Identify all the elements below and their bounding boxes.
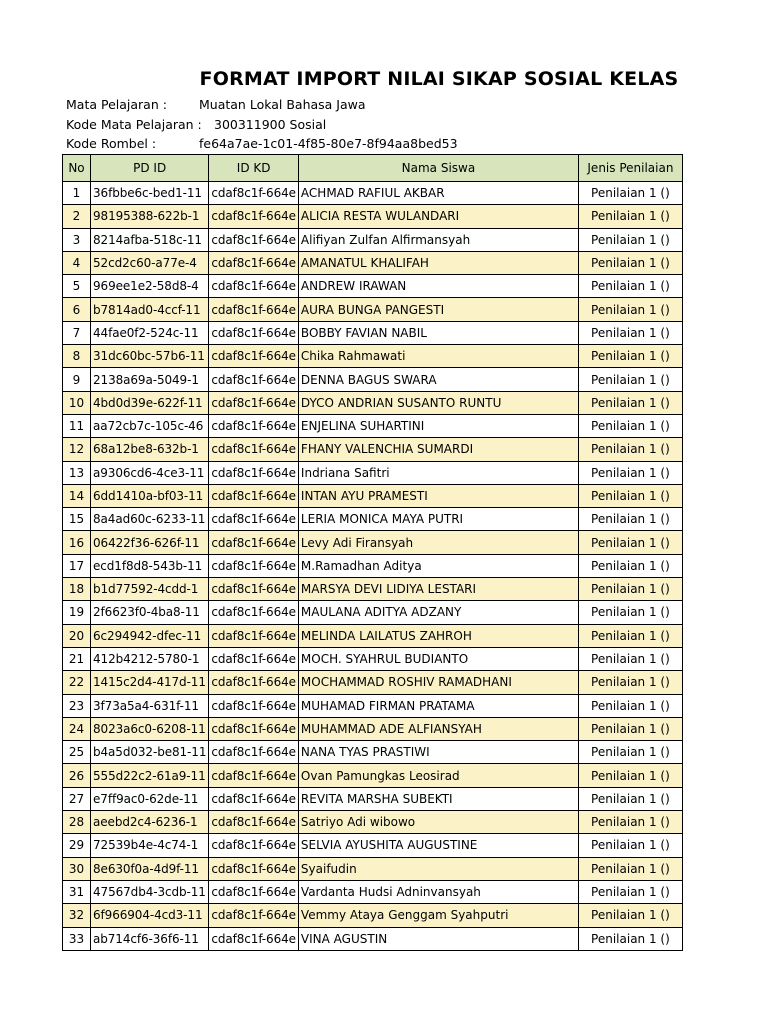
cell-id-kd[interactable]: cdaf8c1f-664e xyxy=(209,880,299,903)
table-row xyxy=(63,857,683,880)
cell-jenis-penilaian[interactable]: Penilaian 1 () xyxy=(578,508,682,531)
cell-nama-siswa[interactable]: NANA TYAS PRASTIWI xyxy=(298,741,578,764)
table-row xyxy=(63,228,683,251)
cell-no[interactable]: 1 xyxy=(63,182,91,205)
cell-jenis-penilaian[interactable]: Penilaian 1 () xyxy=(578,741,682,764)
table-row xyxy=(63,391,683,414)
cell-nama-siswa[interactable]: MAULANA ADITYA ADZANY xyxy=(298,601,578,624)
cell-no[interactable]: 18 xyxy=(63,578,91,601)
cell-jenis-penilaian[interactable]: Penilaian 1 () xyxy=(578,624,682,647)
cell-pd-id[interactable]: 6f966904-4cd3-11 xyxy=(91,904,209,927)
cell-jenis-penilaian[interactable]: Penilaian 1 () xyxy=(578,787,682,810)
cell-jenis-penilaian[interactable]: Penilaian 1 () xyxy=(578,251,682,274)
table-row xyxy=(63,345,683,368)
page-title: FORMAT IMPORT NILAI SIKAP SOSIAL KELAS xyxy=(199,68,679,90)
cell-no[interactable]: 6 xyxy=(63,298,91,321)
cell-nama-siswa[interactable]: MOCH. SYAHRUL BUDIANTO xyxy=(298,647,578,670)
table-row xyxy=(63,368,683,391)
cell-jenis-penilaian[interactable]: Penilaian 1 () xyxy=(578,321,682,344)
table-row xyxy=(63,508,683,531)
mapel-label: Mata Pelajaran : xyxy=(66,97,167,112)
cell-nama-siswa[interactable]: ENJELINA SUHARTINI xyxy=(298,414,578,437)
cell-id-kd[interactable]: cdaf8c1f-664e xyxy=(209,508,299,531)
cell-pd-id[interactable]: b4a5d032-be81-11 xyxy=(91,741,209,764)
table-row xyxy=(63,927,683,950)
header-jenis-penilaian: Jenis Penilaian xyxy=(578,155,682,182)
table-row xyxy=(63,880,683,903)
table-row xyxy=(63,554,683,577)
cell-nama-siswa[interactable]: MOCHAMMAD ROSHIV RAMADHANI xyxy=(298,671,578,694)
cell-no[interactable]: 33 xyxy=(63,927,91,950)
table-row xyxy=(63,671,683,694)
cell-no[interactable]: 10 xyxy=(63,391,91,414)
cell-id-kd[interactable]: cdaf8c1f-664e xyxy=(209,857,299,880)
cell-id-kd[interactable]: cdaf8c1f-664e xyxy=(209,275,299,298)
cell-id-kd[interactable]: cdaf8c1f-664e xyxy=(209,647,299,670)
kode-mapel-label: Kode Mata Pelajaran : xyxy=(66,117,202,132)
table-row xyxy=(63,275,683,298)
table-row xyxy=(63,251,683,274)
cell-no[interactable]: 25 xyxy=(63,741,91,764)
cell-no[interactable]: 5 xyxy=(63,275,91,298)
header-id-kd: ID KD xyxy=(209,155,299,182)
cell-jenis-penilaian[interactable]: Penilaian 1 () xyxy=(578,182,682,205)
cell-nama-siswa[interactable]: MUHAMAD FIRMAN PRATAMA xyxy=(298,694,578,717)
cell-pd-id[interactable]: e7ff9ac0-62de-11 xyxy=(91,787,209,810)
cell-nama-siswa[interactable]: Ovan Pamungkas Leosirad xyxy=(298,764,578,787)
cell-id-kd[interactable]: cdaf8c1f-664e xyxy=(209,414,299,437)
cell-nama-siswa[interactable]: M.Ramadhan Aditya xyxy=(298,554,578,577)
cell-jenis-penilaian[interactable]: Penilaian 1 () xyxy=(578,857,682,880)
cell-jenis-penilaian[interactable]: Penilaian 1 () xyxy=(578,531,682,554)
cell-no[interactable]: 31 xyxy=(63,880,91,903)
table-row xyxy=(63,717,683,740)
cell-pd-id[interactable]: 68a12be8-632b-1 xyxy=(91,438,209,461)
cell-jenis-penilaian[interactable]: Penilaian 1 () xyxy=(578,461,682,484)
table-header-row xyxy=(63,155,683,182)
cell-pd-id[interactable]: a9306cd6-4ce3-11 xyxy=(91,461,209,484)
table-row xyxy=(63,694,683,717)
cell-pd-id[interactable]: 8214afba-518c-11 xyxy=(91,228,209,251)
cell-jenis-penilaian[interactable]: Penilaian 1 () xyxy=(578,647,682,670)
cell-nama-siswa[interactable]: Alifiyan Zulfan Alfirmansyah xyxy=(298,228,578,251)
cell-nama-siswa[interactable]: DENNA BAGUS SWARA xyxy=(298,368,578,391)
cell-id-kd[interactable]: cdaf8c1f-664e xyxy=(209,461,299,484)
header-nama-siswa: Nama Siswa xyxy=(298,155,578,182)
cell-id-kd[interactable]: cdaf8c1f-664e xyxy=(209,601,299,624)
cell-jenis-penilaian[interactable]: Penilaian 1 () xyxy=(578,811,682,834)
table-row xyxy=(63,438,683,461)
cell-nama-siswa[interactable]: ACHMAD RAFIUL AKBAR xyxy=(298,182,578,205)
cell-pd-id[interactable]: ecd1f8d8-543b-11 xyxy=(91,554,209,577)
cell-no[interactable]: 21 xyxy=(63,647,91,670)
cell-nama-siswa[interactable]: MELINDA LAILATUS ZAHROH xyxy=(298,624,578,647)
cell-nama-siswa[interactable]: Satriyo Adi wibowo xyxy=(298,811,578,834)
cell-no[interactable]: 3 xyxy=(63,228,91,251)
cell-id-kd[interactable]: cdaf8c1f-664e xyxy=(209,182,299,205)
cell-nama-siswa[interactable]: ANDREW IRAWAN xyxy=(298,275,578,298)
cell-nama-siswa[interactable]: FHANY VALENCHIA SUMARDI xyxy=(298,438,578,461)
cell-jenis-penilaian[interactable]: Penilaian 1 () xyxy=(578,671,682,694)
cell-nama-siswa[interactable]: SELVIA AYUSHITA AUGUSTINE xyxy=(298,834,578,857)
cell-no[interactable]: 9 xyxy=(63,368,91,391)
cell-pd-id[interactable]: 3f73a5a4-631f-11 xyxy=(91,694,209,717)
cell-no[interactable]: 8 xyxy=(63,345,91,368)
cell-pd-id[interactable]: 8e630f0a-4d9f-11 xyxy=(91,857,209,880)
cell-nama-siswa[interactable]: INTAN AYU PRAMESTI xyxy=(298,484,578,507)
cell-pd-id[interactable]: 44fae0f2-524c-11 xyxy=(91,321,209,344)
table-row xyxy=(63,764,683,787)
cell-jenis-penilaian[interactable]: Penilaian 1 () xyxy=(578,205,682,228)
cell-nama-siswa[interactable]: Chika Rahmawati xyxy=(298,345,578,368)
header-no: No xyxy=(63,155,91,182)
cell-nama-siswa[interactable]: MUHAMMAD ADE ALFIANSYAH xyxy=(298,717,578,740)
cell-no[interactable]: 28 xyxy=(63,811,91,834)
cell-jenis-penilaian[interactable]: Penilaian 1 () xyxy=(578,764,682,787)
cell-pd-id[interactable]: 8023a6c0-6208-11 xyxy=(91,717,209,740)
table-row xyxy=(63,182,683,205)
cell-nama-siswa[interactable]: AURA BUNGA PANGESTI xyxy=(298,298,578,321)
cell-pd-id[interactable]: 2f6623f0-4ba8-11 xyxy=(91,601,209,624)
cell-jenis-penilaian[interactable]: Penilaian 1 () xyxy=(578,298,682,321)
cell-no[interactable]: 19 xyxy=(63,601,91,624)
cell-no[interactable]: 30 xyxy=(63,857,91,880)
cell-pd-id[interactable]: ab714cf6-36f6-11 xyxy=(91,927,209,950)
cell-pd-id[interactable]: 1415c2d4-417d-11 xyxy=(91,671,209,694)
cell-nama-siswa[interactable]: DYCO ANDRIAN SUSANTO RUNTU xyxy=(298,391,578,414)
cell-no[interactable]: 23 xyxy=(63,694,91,717)
mapel-value: Muatan Lokal Bahasa Jawa xyxy=(199,97,366,112)
cell-id-kd[interactable]: cdaf8c1f-664e xyxy=(209,391,299,414)
rombel-label: Kode Rombel : xyxy=(66,136,157,151)
cell-pd-id[interactable]: 06422f36-626f-11 xyxy=(91,531,209,554)
cell-jenis-penilaian[interactable]: Penilaian 1 () xyxy=(578,578,682,601)
cell-jenis-penilaian[interactable]: Penilaian 1 () xyxy=(578,694,682,717)
cell-nama-siswa[interactable]: Vemmy Ataya Genggam Syahputri xyxy=(298,904,578,927)
cell-pd-id[interactable]: 555d22c2-61a9-11 xyxy=(91,764,209,787)
cell-nama-siswa[interactable]: MARSYA DEVI LIDIYA LESTARI xyxy=(298,578,578,601)
cell-no[interactable]: 32 xyxy=(63,904,91,927)
cell-id-kd[interactable]: cdaf8c1f-664e xyxy=(209,578,299,601)
table-row xyxy=(63,741,683,764)
cell-no[interactable]: 26 xyxy=(63,764,91,787)
cell-id-kd[interactable]: cdaf8c1f-664e xyxy=(209,484,299,507)
cell-jenis-penilaian[interactable]: Penilaian 1 () xyxy=(578,228,682,251)
cell-nama-siswa[interactable]: Levy Adi Firansyah xyxy=(298,531,578,554)
table-row xyxy=(63,787,683,810)
cell-id-kd[interactable]: cdaf8c1f-664e xyxy=(209,741,299,764)
cell-id-kd[interactable]: cdaf8c1f-664e xyxy=(209,368,299,391)
cell-no[interactable]: 17 xyxy=(63,554,91,577)
cell-nama-siswa[interactable]: VINA AGUSTIN xyxy=(298,927,578,950)
table-row xyxy=(63,298,683,321)
cell-id-kd[interactable]: cdaf8c1f-664e xyxy=(209,787,299,810)
cell-id-kd[interactable]: cdaf8c1f-664e xyxy=(209,624,299,647)
header-pd-id: PD ID xyxy=(91,155,209,182)
cell-id-kd[interactable]: cdaf8c1f-664e xyxy=(209,531,299,554)
table-row xyxy=(63,904,683,927)
table-row xyxy=(63,647,683,670)
cell-nama-siswa[interactable]: LERIA MONICA MAYA PUTRI xyxy=(298,508,578,531)
cell-id-kd[interactable]: cdaf8c1f-664e xyxy=(209,554,299,577)
cell-id-kd[interactable]: cdaf8c1f-664e xyxy=(209,298,299,321)
cell-no[interactable]: 16 xyxy=(63,531,91,554)
cell-nama-siswa[interactable]: REVITA MARSHA SUBEKTI xyxy=(298,787,578,810)
table-row xyxy=(63,461,683,484)
cell-jenis-penilaian[interactable]: Penilaian 1 () xyxy=(578,601,682,624)
cell-jenis-penilaian[interactable]: Penilaian 1 () xyxy=(578,717,682,740)
cell-no[interactable]: 29 xyxy=(63,834,91,857)
cell-id-kd[interactable]: cdaf8c1f-664e xyxy=(209,834,299,857)
cell-nama-siswa[interactable]: AMANATUL KHALIFAH xyxy=(298,251,578,274)
cell-nama-siswa[interactable]: BOBBY FAVIAN NABIL xyxy=(298,321,578,344)
cell-id-kd[interactable]: cdaf8c1f-664e xyxy=(209,717,299,740)
cell-pd-id[interactable]: 36fbbe6c-bed1-11 xyxy=(91,182,209,205)
table-row xyxy=(63,414,683,437)
cell-pd-id[interactable]: 2138a69a-5049-1 xyxy=(91,368,209,391)
cell-id-kd[interactable]: cdaf8c1f-664e xyxy=(209,927,299,950)
cell-no[interactable]: 7 xyxy=(63,321,91,344)
cell-jenis-penilaian[interactable]: Penilaian 1 () xyxy=(578,904,682,927)
cell-no[interactable]: 22 xyxy=(63,671,91,694)
cell-pd-id[interactable]: 4bd0d39e-622f-11 xyxy=(91,391,209,414)
cell-id-kd[interactable]: cdaf8c1f-664e xyxy=(209,251,299,274)
cell-pd-id[interactable]: aa72cb7c-105c-46 xyxy=(91,414,209,437)
cell-jenis-penilaian[interactable]: Penilaian 1 () xyxy=(578,345,682,368)
table-row xyxy=(63,205,683,228)
cell-pd-id[interactable]: 72539b4e-4c74-1 xyxy=(91,834,209,857)
cell-pd-id[interactable]: 47567db4-3cdb-11 xyxy=(91,880,209,903)
cell-no[interactable]: 12 xyxy=(63,438,91,461)
cell-id-kd[interactable]: cdaf8c1f-664e xyxy=(209,321,299,344)
cell-pd-id[interactable]: 6dd1410a-bf03-11 xyxy=(91,484,209,507)
cell-pd-id[interactable]: 412b4212-5780-1 xyxy=(91,647,209,670)
cell-jenis-penilaian[interactable]: Penilaian 1 () xyxy=(578,275,682,298)
cell-jenis-penilaian[interactable]: Penilaian 1 () xyxy=(578,834,682,857)
cell-id-kd[interactable]: cdaf8c1f-664e xyxy=(209,694,299,717)
cell-id-kd[interactable]: cdaf8c1f-664e xyxy=(209,764,299,787)
cell-no[interactable]: 13 xyxy=(63,461,91,484)
cell-id-kd[interactable]: cdaf8c1f-664e xyxy=(209,345,299,368)
table-row xyxy=(63,624,683,647)
cell-jenis-penilaian[interactable]: Penilaian 1 () xyxy=(578,391,682,414)
cell-no[interactable]: 11 xyxy=(63,414,91,437)
cell-pd-id[interactable]: 98195388-622b-1 xyxy=(91,205,209,228)
cell-id-kd[interactable]: cdaf8c1f-664e xyxy=(209,671,299,694)
cell-no[interactable]: 4 xyxy=(63,251,91,274)
cell-jenis-penilaian[interactable]: Penilaian 1 () xyxy=(578,554,682,577)
cell-jenis-penilaian[interactable]: Penilaian 1 () xyxy=(578,484,682,507)
cell-jenis-penilaian[interactable]: Penilaian 1 () xyxy=(578,880,682,903)
cell-pd-id[interactable]: 52cd2c60-a77e-4 xyxy=(91,251,209,274)
cell-pd-id[interactable]: b1d77592-4cdd-1 xyxy=(91,578,209,601)
cell-id-kd[interactable]: cdaf8c1f-664e xyxy=(209,205,299,228)
cell-pd-id[interactable]: 969ee1e2-58d8-4 xyxy=(91,275,209,298)
cell-id-kd[interactable]: cdaf8c1f-664e xyxy=(209,228,299,251)
cell-pd-id[interactable]: aeebd2c4-6236-1 xyxy=(91,811,209,834)
cell-id-kd[interactable]: cdaf8c1f-664e xyxy=(209,904,299,927)
cell-no[interactable]: 27 xyxy=(63,787,91,810)
cell-jenis-penilaian[interactable]: Penilaian 1 () xyxy=(578,438,682,461)
cell-jenis-penilaian[interactable]: Penilaian 1 () xyxy=(578,414,682,437)
cell-pd-id[interactable]: 6c294942-dfec-11 xyxy=(91,624,209,647)
nilai-table xyxy=(62,154,683,951)
cell-id-kd[interactable]: cdaf8c1f-664e xyxy=(209,811,299,834)
table-row xyxy=(63,834,683,857)
table-row xyxy=(63,811,683,834)
cell-nama-siswa[interactable]: Vardanta Hudsi Adninvansyah xyxy=(298,880,578,903)
cell-pd-id[interactable]: 31dc60bc-57b6-11 xyxy=(91,345,209,368)
cell-no[interactable]: 2 xyxy=(63,205,91,228)
table-row xyxy=(63,484,683,507)
cell-no[interactable]: 24 xyxy=(63,717,91,740)
table-row xyxy=(63,531,683,554)
cell-id-kd[interactable]: cdaf8c1f-664e xyxy=(209,438,299,461)
rombel-value: fe64a7ae-1c01-4f85-80e7-8f94aa8bed53 xyxy=(199,136,458,151)
cell-no[interactable]: 15 xyxy=(63,508,91,531)
cell-nama-siswa[interactable]: Syaifudin xyxy=(298,857,578,880)
table-row xyxy=(63,321,683,344)
table-row xyxy=(63,601,683,624)
table-row xyxy=(63,578,683,601)
cell-pd-id[interactable]: 8a4ad60c-6233-11 xyxy=(91,508,209,531)
cell-nama-siswa[interactable]: ALICIA RESTA WULANDARI xyxy=(298,205,578,228)
cell-jenis-penilaian[interactable]: Penilaian 1 () xyxy=(578,368,682,391)
cell-jenis-penilaian[interactable]: Penilaian 1 () xyxy=(578,927,682,950)
kode-mapel-value: 300311900 Sosial xyxy=(214,117,327,132)
cell-pd-id[interactable]: b7814ad0-4ccf-11 xyxy=(91,298,209,321)
cell-nama-siswa[interactable]: Indriana Safitri xyxy=(298,461,578,484)
cell-no[interactable]: 14 xyxy=(63,484,91,507)
cell-no[interactable]: 20 xyxy=(63,624,91,647)
